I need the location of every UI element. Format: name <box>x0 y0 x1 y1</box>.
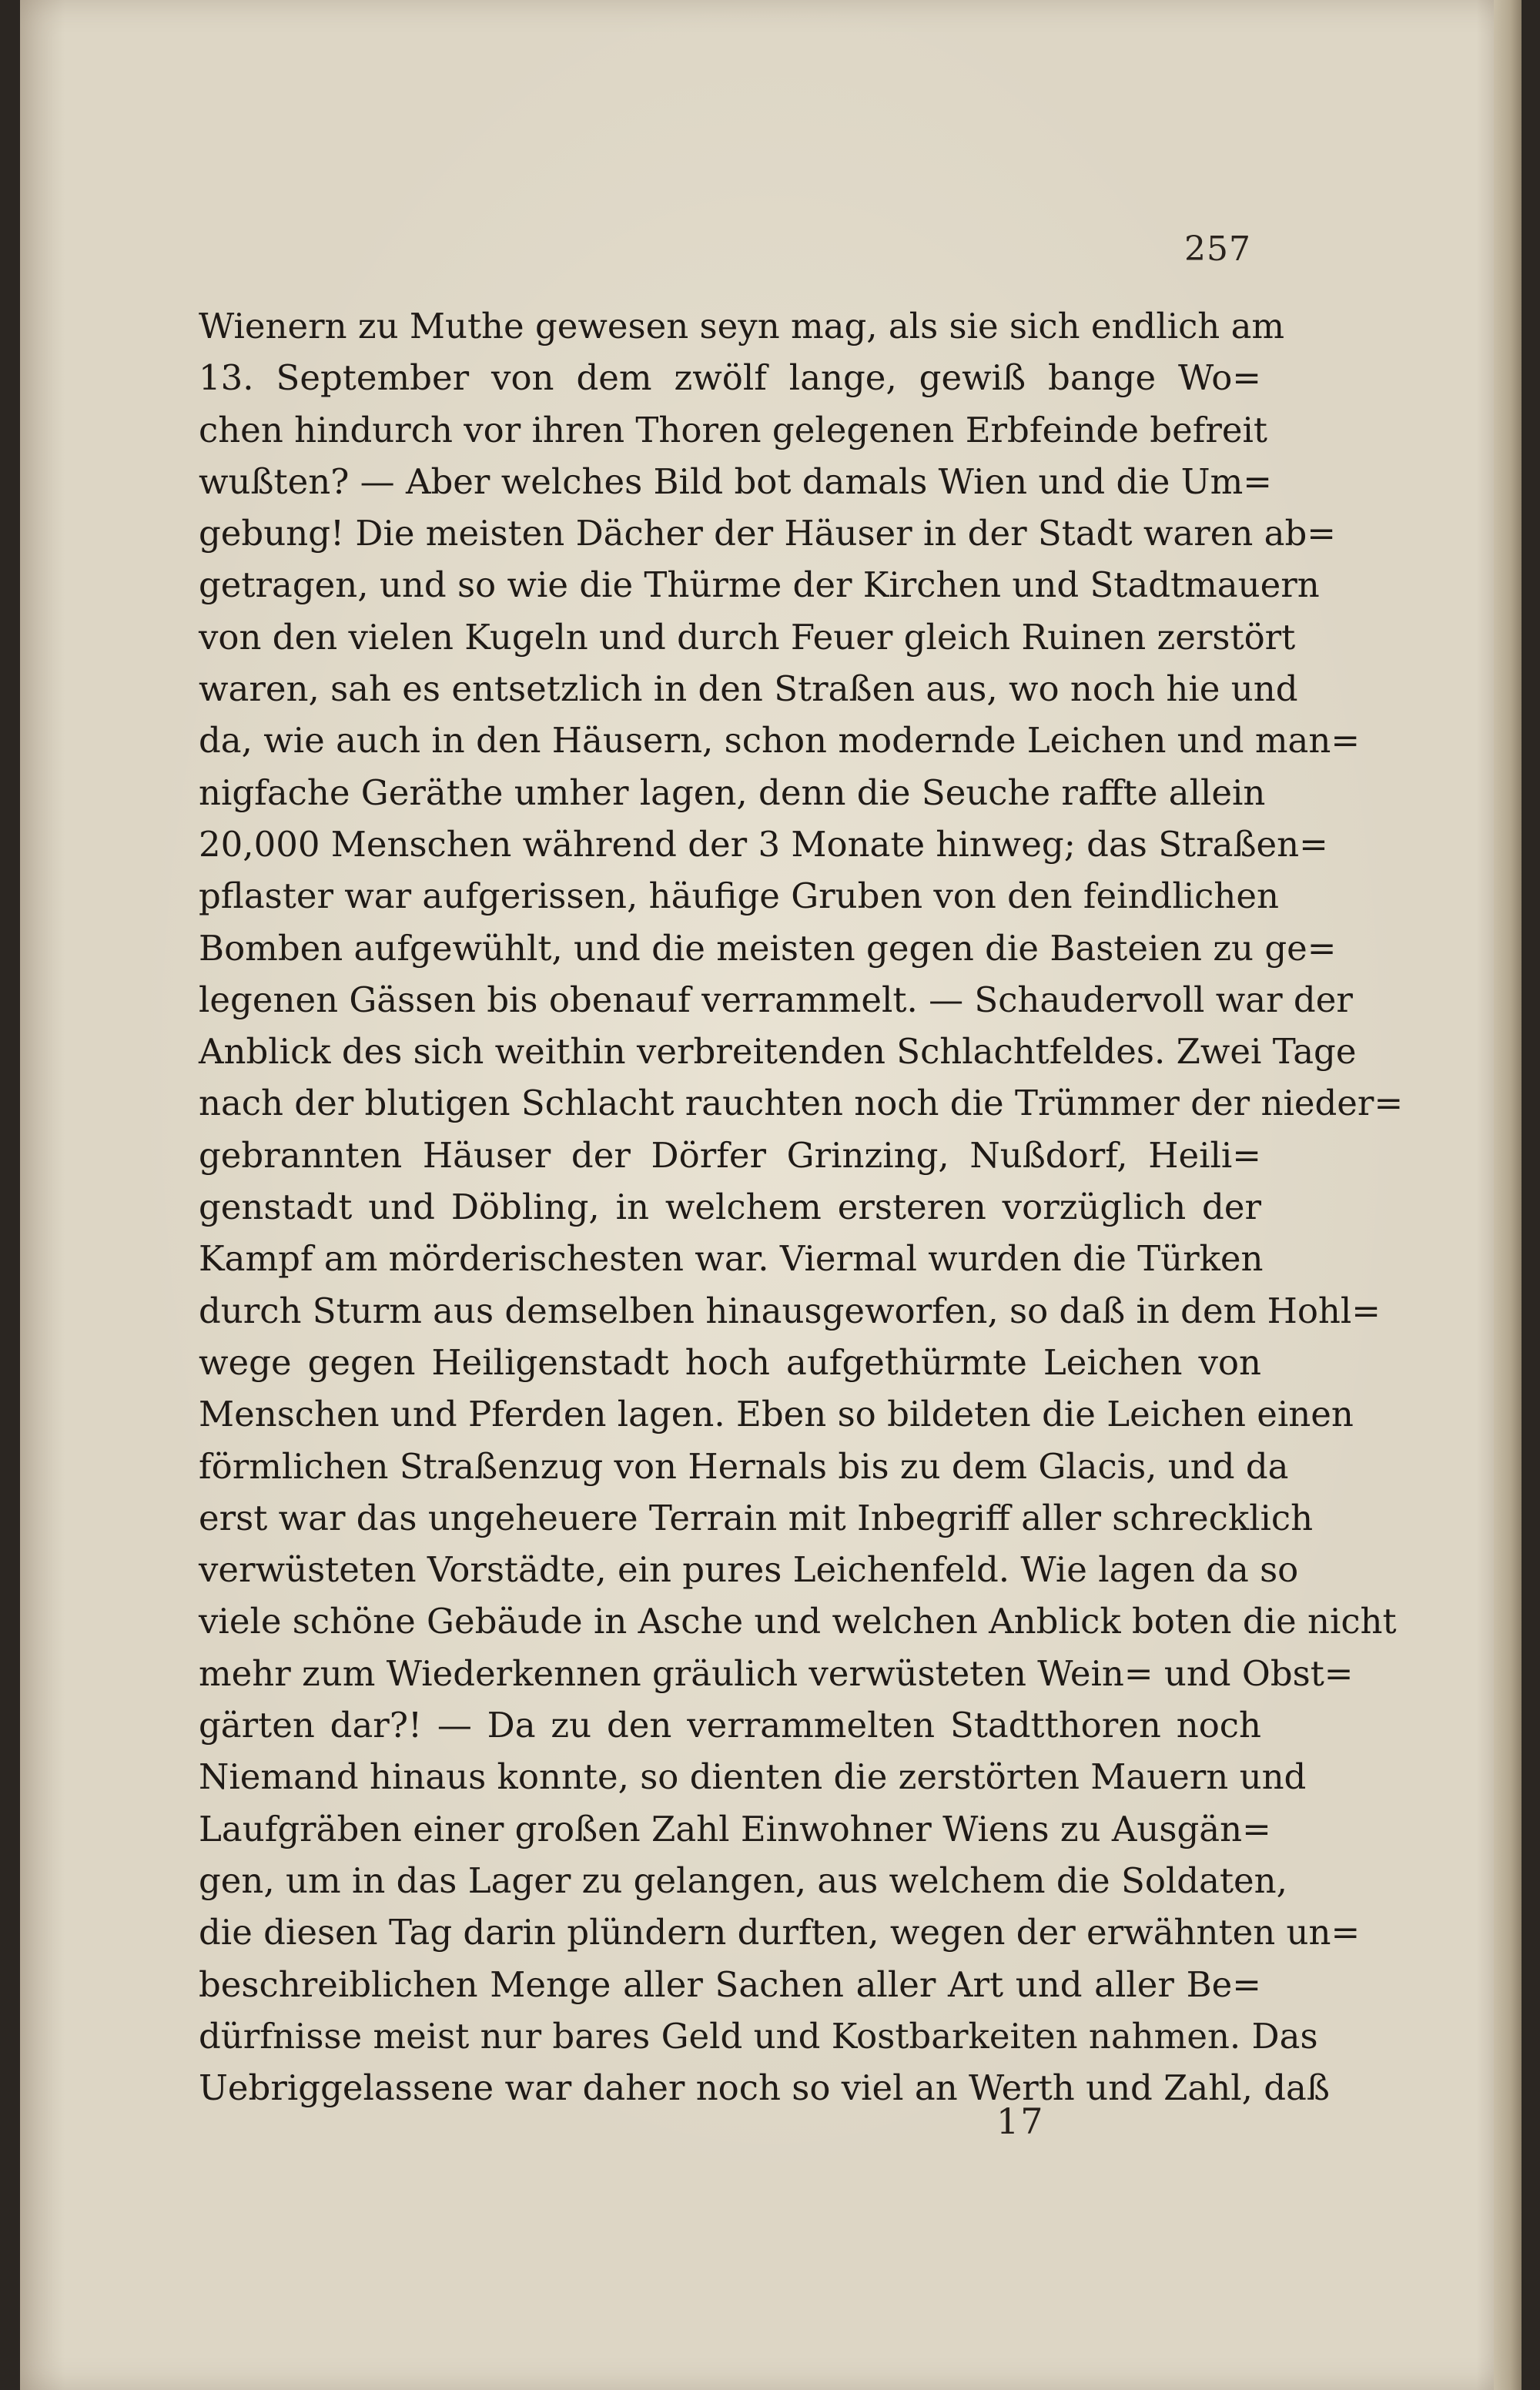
text-line: 13. September von dem zwölf lange, gewiß bange Wo= <box>199 357 1261 399</box>
text-line: dürfnisse meist nur bares Geld und Kostbarkeiten nahmen. Das <box>199 2015 1318 2057</box>
book-page <box>20 0 1522 2390</box>
page-edge <box>1494 0 1522 2390</box>
text-line: Kampf am mörderischesten war. Viermal wurden die Türken <box>199 1238 1264 1280</box>
text-line: chen hindurch vor ihren Thoren gelegenen Erbfeinde befreit <box>199 409 1267 450</box>
text-line: Menschen und Pferden lagen. Eben so bildeten die Leichen einen <box>199 1394 1354 1435</box>
text-line: von den vielen Kugeln und durch Feuer gleich Ruinen zerstört <box>199 616 1296 658</box>
text-line: förmlichen Straßenzug von Hernals bis zu dem Glacis, und da <box>199 1445 1289 1487</box>
text-line: Wienern zu Muthe gewesen seyn mag, als sie sich endlich am <box>199 306 1285 346</box>
text-line: gebung! Die meisten Dächer der Häuser in der Stadt waren ab= <box>199 513 1336 554</box>
text-line: gebrannten Häuser der Dörfer Grinzing, Nußdorf, Heili= <box>199 1134 1261 1176</box>
text-line: pflaster war aufgerissen, häufige Gruben von den feindlichen <box>199 875 1279 917</box>
text-line: nigfache Geräthe umher lagen, denn die Seuche raffte allein <box>199 772 1266 813</box>
text-line: legenen Gässen bis obenauf verrammelt. — Schaudervoll war der <box>199 979 1353 1020</box>
text-line: getragen, und so wie die Thürme der Kirchen und Stadtmauern <box>199 564 1320 606</box>
text-line: da, wie auch in den Häusern, schon modernde Leichen und man= <box>199 720 1361 762</box>
body-text <box>199 300 1404 2114</box>
text-line: Uebriggelassene war daher noch so viel an Werth und Zahl, daß <box>199 2067 1330 2109</box>
text-line: waren, sah es entsetzlich in den Straßen aus, wo noch hie und <box>199 668 1298 710</box>
text-line: erst war das ungeheuere Terrain mit Inbegriff aller schrecklich <box>199 1497 1314 1538</box>
text-line: Anblick des sich weithin verbreitenden Schlachtfeldes. Zwei Tage <box>199 1031 1357 1073</box>
text-line: beschreiblichen Menge aller Sachen aller Art und aller Be= <box>199 1963 1261 2005</box>
text-line: gärten dar?! — Da zu den verrammelten Stadtthoren noch <box>199 1705 1261 1746</box>
text-line: Laufgräben einer großen Zahl Einwohner Wiens zu Ausgän= <box>199 1808 1271 1849</box>
text-line: durch Sturm aus demselben hinausgeworfen, so daß in dem Hohl= <box>199 1290 1381 1331</box>
text-line: mehr zum Wiederkennen gräulich verwüsteten Wein= und Obst= <box>199 1652 1354 1694</box>
text-line: Niemand hinaus konnte, so dienten die zerstörten Mauern und <box>199 1756 1307 1798</box>
text-line: verwüsteten Vorstädte, ein pures Leichenfeld. Wie lagen da so <box>199 1549 1299 1591</box>
text-line: wußten? — Aber welches Bild bot damals Wien und die Um= <box>199 460 1272 502</box>
text-line: gen, um in das Lager zu gelangen, aus welchem die Soldaten, <box>199 1859 1287 1901</box>
text-line: 20,000 Menschen während der 3 Monate hinweg; das Straßen= <box>199 823 1328 865</box>
text-line: Bomben aufgewühlt, und die meisten gegen die Basteien zu ge= <box>199 927 1337 969</box>
text-line: nach der blutigen Schlacht rauchten noch die Trümmer der nieder= <box>199 1083 1404 1124</box>
text-line: wege gegen Heiligenstadt hoch aufgethürmte Leichen von <box>199 1341 1261 1383</box>
text-line: die diesen Tag darin plündern durften, wegen der erwähnten un= <box>199 1912 1361 1953</box>
page-number: 257 <box>1184 229 1251 269</box>
text-line: viele schöne Gebäude in Asche und welchen Anblick boten die nicht <box>199 1601 1397 1642</box>
text-line: genstadt und Döbling, in welchem ersteren vorzüglich der <box>199 1187 1261 1228</box>
signature-mark: 17 <box>996 2100 1045 2142</box>
